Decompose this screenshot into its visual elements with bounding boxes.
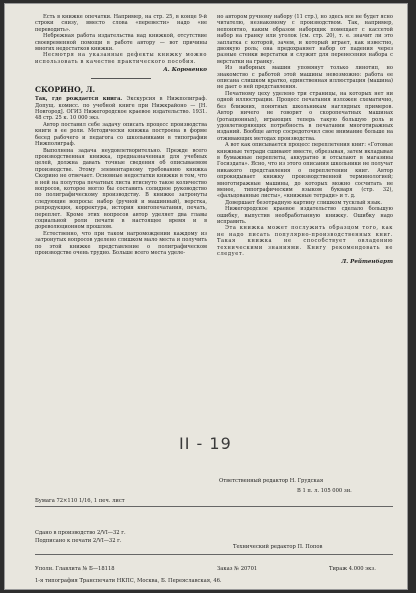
date-signed: Подписано к печати 2/VI—32 г. xyxy=(35,538,122,544)
responsible-editor: Ответственный редактор Н. Грудская xyxy=(219,478,324,484)
paragraph: Нижегородское краевое издательство сделало большую ошибку, выпустив необработанную книжку. Ошибку надо исправить. xyxy=(217,206,393,225)
paragraph: Несмотря на указанные дефекты книжку можно использовать в качестве практического пособия. xyxy=(35,52,207,65)
paragraph: Естественно, что при таком нагромождении каждому из затронутых вопросов уделено слишком мало места и получить по этой книжке представление о полиграфическом производстве очень трудно. Больше всего места уделе- xyxy=(35,230,207,256)
paragraph: Печатному цеху уделено три страницы, на которых нет ни одной иллюстрации. Процесс печатания изложен схематично, без ближних, понятных школьникам наглядных примеров. Автор ничего не говорит о скоропечатных машинах (ротационных), играющих теперь такую большую роль и удовлетворяющих потребность в печатании многотиражных изданий. Вообще автор сосредоточил свое внимание больше на отживающих методах производства. xyxy=(217,90,393,142)
paragraph: Довершает безотрадную картину слишком тусклый язык. xyxy=(225,199,382,206)
book-details: Экскурсия в Нижполиграф. Допущ. комисс. по учебной книге при Нижкрайоно — [Н. Новгород]. ОГИЗ Нижегородское краевое издательство. 1931. 48 стр. 25 к. 10 000 экз. xyxy=(35,96,208,122)
left-column xyxy=(35,14,207,256)
paragraph: Выполнена задача неудовлетворительно. Прежде всего производственная книжка, предназначенная для учебных целей, должна давать точные сведения об описываемом производстве. Этому элементарному требованию книжка Скорино не отвечает. Основные недостатки книжки в том, что в ней на полутора печатных листа втиснуто такое количество вопросов, которое могло бы составить солидное руководство по полиграфическому производству. В книжке затронуты следующие вопросы: набор (ручной и машинный), верстка, репродукция, корректура, история книгопечатания, печать, переплет. Кроме этих вопросов автор уделяет два главы социальной роли печати в настоящее время и в дореволюционном прошлом. xyxy=(35,147,207,231)
paper-format: Бумага 72×110 1/16, 1 печ. лист xyxy=(35,498,125,504)
review-signature: Л. Рейтенбарт xyxy=(341,259,393,266)
date-sent: Сдано в производство 2/VI—32 г. xyxy=(35,530,126,536)
paragraph: Из наборных машин упомянут только линотип, но знакомство с работой этой машины невозможно: работа ее описана слишком кратко, единственная иллюстрация (машина) не дает о ней представления. xyxy=(217,65,393,91)
paragraph: Эта книжка может послужить образцом того, как не надо писать популярно-производственных книг. Такая книжка не способствует овладению техническими знаниями. Книгу рекомендовать не следует. xyxy=(217,225,393,258)
paragraph: но автором ручному набору (11 стр.), но здесь все не будет ясно читателю, незнакомому с производством. Так, например, непонятно, каким образом наборщик помещает с кассетой набор на гранку или уголок (см. стр. 20), т. е. значит ли это заплатка с которой, зачем, и который играет, как известно, двоякую роль; она предохраняет набор от падения через разные стенки верстатки и служит для перенесения набора с верстатки на гранку. xyxy=(217,14,393,65)
paragraph: Есть в книжке опечатки. Например, на стр. 25, в конце 9-й строки снизу, вместо слова «перевести» надо «не переводить». xyxy=(35,14,207,33)
bibliographic-entry xyxy=(35,96,207,122)
paragraph: Небрежная работа издательства над книжкой, отсутствие своевременной помощи в работе автору — вот причины многих недостатков книжки. xyxy=(35,33,207,53)
book-title: Так, где рождается книга. xyxy=(35,96,123,103)
printer-imprint: 1-я типография Транспечати НКПС, Москва, Б. Переяславская, 46. xyxy=(35,578,222,584)
divider xyxy=(35,554,393,555)
handwritten-archive-mark: II - 19 xyxy=(179,434,232,453)
divider xyxy=(91,78,151,79)
order-number: Заказ № 20701 xyxy=(217,566,258,572)
paragraph: А вот как описывается процесс переплетения книг: «Готовые книжные тетради сшивают вместе, обрезывая, затем вкладывая в бумажные переплеты, аккуратно и отсылают в магазины Госиздата». Ясно, что из этого описания школьники не получат никакого представления о переплетении книг. Автор опрокидывает книжку производственной терминологией; многотиражные машины, до которых можно сосчитать не менее, типографическим языком букваря (стр. 32), «фальцованные листы», «книжные тетради» и т. д. xyxy=(217,142,393,200)
glavlit-number: Уполн. Главлита № Б—18118 xyxy=(35,566,115,572)
print-run: Тираж 4.000 экз. xyxy=(329,566,376,572)
divider xyxy=(35,506,393,507)
review-signature: А. Коровенко xyxy=(163,67,207,74)
sheet-info: В 1 п. л. 105 000 зн. xyxy=(297,488,352,494)
review-author-heading: СКОРИНО, Л. xyxy=(35,85,96,95)
right-column xyxy=(217,14,393,266)
technical-editor: Технический редактор П. Попов xyxy=(233,544,323,550)
paragraph: Автор поставил себе задачу описать процесс производства книги в ее роли. Методически книжка построена в форме бесед рабочего и педагога со школьниками в типографии Нижполиграф. xyxy=(35,121,207,148)
book-page xyxy=(5,4,407,589)
